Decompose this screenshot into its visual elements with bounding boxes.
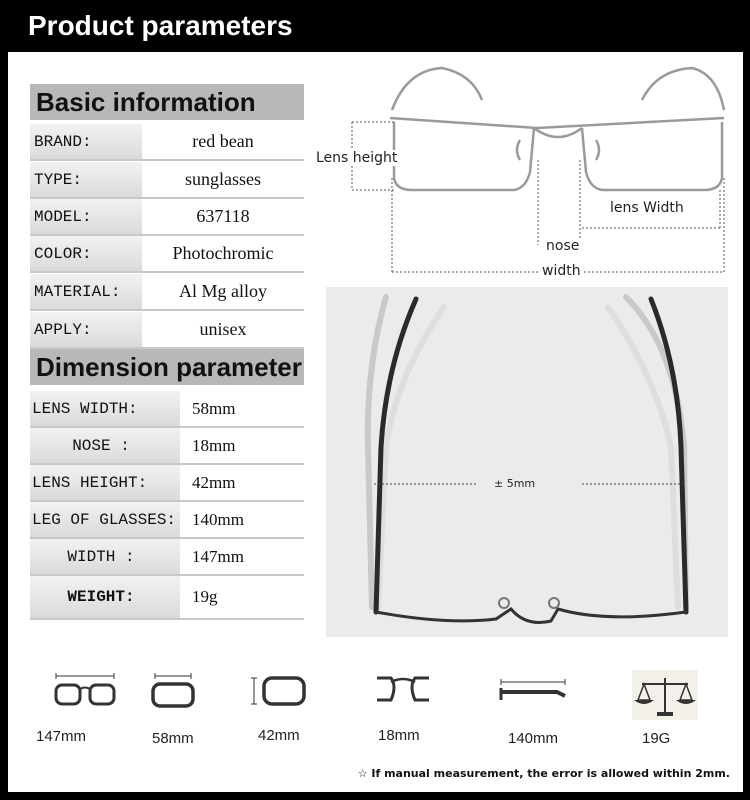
lens-width-icon <box>145 670 205 710</box>
spec-value: sunglasses <box>185 169 261 189</box>
flexible-temple-photo <box>326 287 728 637</box>
dim-value: 19g <box>192 587 218 606</box>
weight-scale-icon-item <box>620 670 710 720</box>
spec-value: Al Mg alloy <box>179 281 267 301</box>
lens-height-label: Lens height <box>316 150 398 166</box>
spec-label: TYPE: <box>30 162 142 197</box>
spec-row-model <box>30 199 304 236</box>
temple-length-icon <box>493 670 573 710</box>
spec-label: APPLY: <box>30 312 142 347</box>
lens-height-icon-item <box>232 670 322 710</box>
dim-row-lens-height <box>30 465 304 502</box>
width-label: width <box>542 263 581 279</box>
spec-label: MODEL: <box>30 199 142 234</box>
dim-label: WEIGHT: <box>30 576 180 618</box>
dim-value: 18mm <box>192 435 236 455</box>
spec-row-type <box>30 162 304 199</box>
dim-row-nose <box>30 428 304 465</box>
basic-info-heading: Basic information <box>30 84 304 120</box>
spec-value: red bean <box>192 131 254 151</box>
dim-label: WIDTH : <box>30 539 180 574</box>
dim-value: 140mm <box>192 509 244 529</box>
icon-caption: 18mm <box>378 727 420 744</box>
spec-label: MATERIAL: <box>30 274 142 309</box>
dim-label: LEG OF GLASSES: <box>30 502 180 537</box>
glasses-photo-icon <box>326 287 728 637</box>
dim-row-lens-width <box>30 391 304 428</box>
icon-caption: 42mm <box>258 727 300 744</box>
spec-value: Photochromic <box>172 243 274 263</box>
dim-value: 42mm <box>192 472 236 492</box>
measurement-note: ☆ If manual measurement, the error is allowed within 2mm. <box>357 767 730 780</box>
icon-caption: 147mm <box>36 728 87 745</box>
icon-caption: 58mm <box>152 730 194 747</box>
spec-label: COLOR: <box>30 236 142 271</box>
spec-value: 637118 <box>196 206 250 226</box>
lens-width-icon-item <box>130 670 220 710</box>
spec-row-material <box>30 274 304 311</box>
lens-height-icon <box>242 670 312 710</box>
icon-caption: 140mm <box>508 730 559 747</box>
dim-row-weight <box>30 576 304 620</box>
dim-row-width <box>30 539 304 576</box>
lens-width-label: lens Width <box>610 200 684 216</box>
spec-value: unisex <box>199 319 247 339</box>
page-title: Product parameters <box>28 10 293 41</box>
dim-label: NOSE : <box>30 428 180 463</box>
measurement-diagram <box>312 60 732 286</box>
tolerance-label: ± 5mm <box>494 477 536 490</box>
dim-value: 147mm <box>192 546 244 566</box>
spec-label: BRAND: <box>30 124 142 159</box>
dim-label: LENS WIDTH: <box>30 391 180 426</box>
nose-bridge-icon <box>373 670 433 710</box>
dimension-heading: Dimension parameter <box>30 349 304 385</box>
dim-row-leg <box>30 502 304 539</box>
dim-label: LENS HEIGHT: <box>30 465 180 500</box>
nose-bridge-icon-item <box>358 670 448 710</box>
nose-label: nose <box>546 238 580 254</box>
icon-caption: 19G <box>642 730 671 747</box>
spec-row-brand <box>30 124 304 161</box>
spec-row-color <box>30 236 304 273</box>
frame-width-icon-item <box>40 670 130 710</box>
glasses-outline-icon <box>312 60 732 286</box>
frame-width-icon <box>50 670 120 710</box>
dim-value: 58mm <box>192 398 236 418</box>
weight-scale-icon <box>630 670 700 720</box>
spec-row-apply <box>30 312 304 349</box>
temple-length-icon-item <box>488 670 578 710</box>
